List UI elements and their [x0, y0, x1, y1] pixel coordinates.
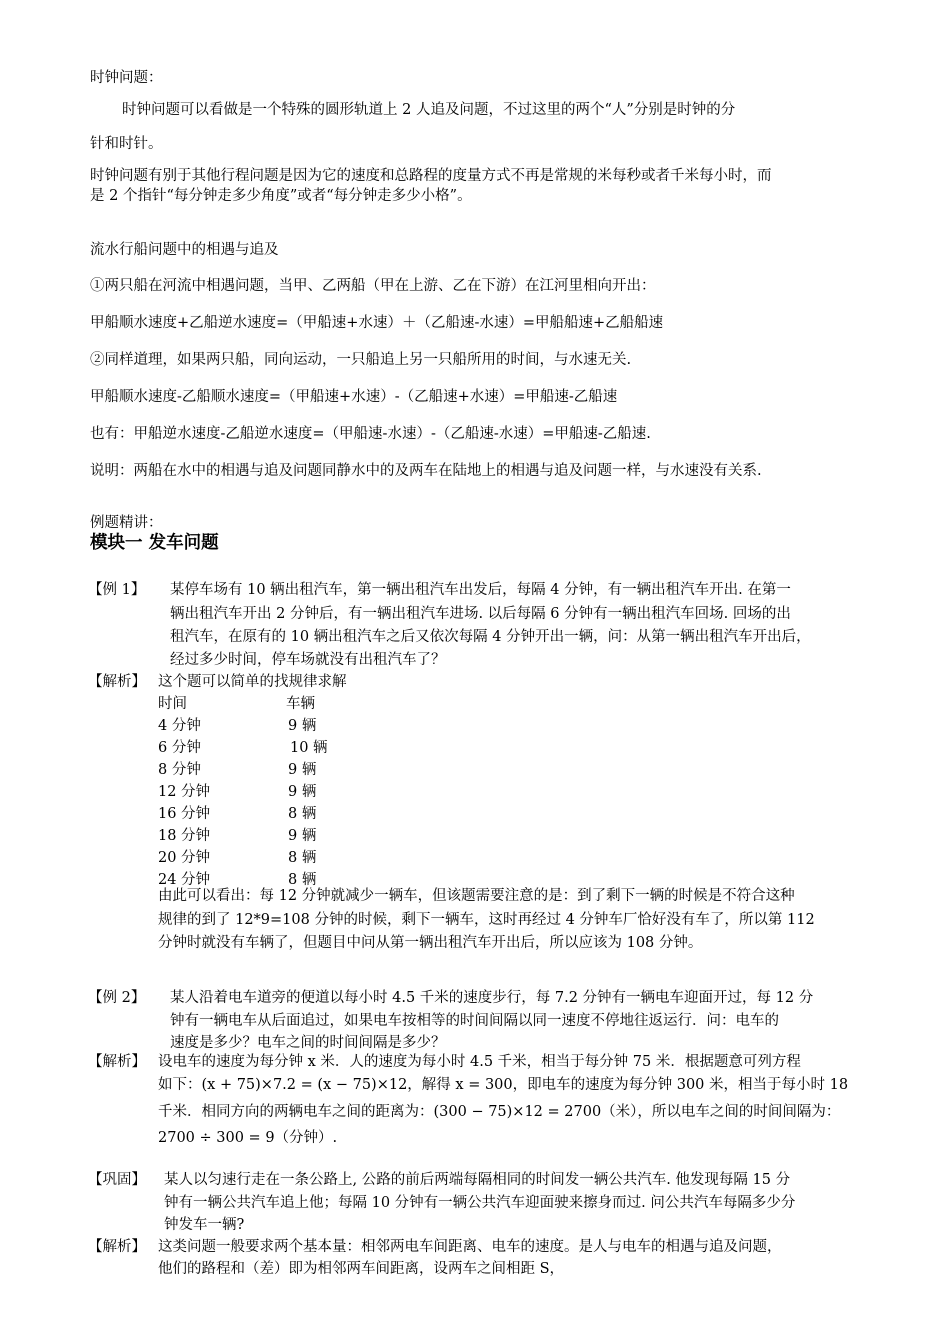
table-header — [158, 694, 315, 714]
boat-line-1: ①两只船在河流中相遇问题，当甲、乙两船（甲在上游、乙在下游）在江河里相向开出： — [90, 278, 656, 294]
example-1-line-4: 经过多少时间，停车场就没有出租汽车了？ — [170, 652, 446, 668]
clock-paragraph-1-line-1: 时钟问题可以看做是一个特殊的圆形轨道上 2 人追及问题，不过这里的两个“人”分别是时钟的分 — [122, 102, 736, 118]
table-cell-vehicles: 9 辆 — [288, 828, 317, 844]
table-row — [158, 848, 316, 868]
analysis-1-intro: 这个题可以简单的找规律求解 — [158, 674, 347, 690]
table-cell-time: 18 分钟 — [158, 828, 211, 844]
table-cell-vehicles: 9 辆 — [288, 784, 317, 800]
analysis-3-line-1: 这类问题一般要求两个基本量：相邻两电车间距离、电车的速度。是人与电车的相遇与追及问题， — [158, 1239, 782, 1255]
example-2-tag: 【例 2】 — [88, 990, 146, 1006]
analysis-2-line-1: 设电车的速度为每分钟 x 米．人的速度为每小时 4.5 千米，相当于每分钟 75 米．根据题意可列方程 — [158, 1054, 801, 1070]
table-header-time: 时间 — [158, 696, 187, 712]
table-cell-vehicles: 10 辆 — [290, 740, 328, 756]
table-cell-time: 16 分钟 — [158, 806, 211, 822]
analysis-2-tag: 【解析】 — [88, 1054, 146, 1070]
analysis-2-line-3: 千米．相同方向的两辆电车之间的距离为：(300 − 75)×12 = 2700（米），所以电车之间的时间间隔为： — [158, 1104, 841, 1120]
table-cell-vehicles: 8 辆 — [288, 806, 317, 822]
table-cell-time: 6 分钟 — [158, 740, 201, 756]
table-cell-time: 24 分钟 — [158, 872, 211, 888]
table-row — [158, 804, 316, 824]
analysis-1-conclusion-line-1: 由此可以看出：每 12 分钟就减少一辆车，但该题需要注意的是：到了剩下一辆的时候是不符合这种 — [158, 888, 795, 904]
examples-heading: 例题精讲： — [90, 515, 163, 531]
table-cell-time: 8 分钟 — [158, 762, 201, 778]
boat-line-6: 说明：两船在水中的相遇与追及问题同静水中的及两车在陆地上的相遇与追及问题一样，与水速没有关系. — [90, 463, 762, 479]
analysis-1-conclusion-line-3: 分钟时就没有车辆了，但题目中问从第一辆出租汽车开出后，所以应该为 108 分钟。 — [158, 935, 703, 951]
module-title: 模块一 发车问题 — [90, 533, 219, 553]
analysis-2-line-4: 2700 ÷ 300 = 9（分钟）. — [158, 1130, 338, 1146]
consolidate-line-2: 钟有一辆公共汽车追上他；每隔 10 分钟有一辆公共汽车迎面驶来擦身而过. 问公共汽车每隔多少分 — [164, 1195, 796, 1211]
analysis-3-line-2: 他们的路程和（差）即为相邻两车间距离，设两车之间相距 S， — [158, 1261, 565, 1277]
example-1-line-2: 辆出租汽车开出 2 分钟后，有一辆出租汽车进场. 以后每隔 6 分钟有一辆出租汽车回场. 回场的出 — [170, 606, 791, 622]
table-cell-time: 4 分钟 — [158, 718, 201, 734]
example-2-line-1: 某人沿着电车道旁的便道以每小时 4.5 千米的速度步行，每 7.2 分钟有一辆电车迎面开过，每 12 分 — [170, 990, 814, 1006]
table-cell-vehicles: 8 辆 — [288, 872, 317, 888]
example-1-line-3: 租汽车，在原有的 10 辆出租汽车之后又依次每隔 4 分钟开出一辆，问：从第一辆出租汽车开出后， — [170, 629, 811, 645]
table-cell-time: 12 分钟 — [158, 784, 211, 800]
clock-paragraph-2-line-2: 是 2 个指针“每分钟走多少角度”或者“每分钟走多少小格”。 — [90, 188, 472, 204]
example-1-line-1: 某停车场有 10 辆出租汽车，第一辆出租汽车出发后，每隔 4 分钟，有一辆出租汽车开出. 在第一 — [170, 582, 791, 598]
boat-line-5: 也有：甲船逆水速度-乙船逆水速度=（甲船速-水速）-（乙船速-水速）=甲船速-乙船速. — [90, 426, 651, 442]
table-row — [158, 826, 316, 846]
table-cell-vehicles: 8 辆 — [288, 850, 317, 866]
clock-paragraph-2-line-1: 时钟问题有别于其他行程问题是因为它的速度和总路程的度量方式不再是常规的米每秒或者千米每小时，而 — [90, 168, 772, 184]
analysis-1-conclusion-line-2: 规律的到了 12*9=108 分钟的时候，剩下一辆车，这时再经过 4 分钟车厂恰好没有车了，所以第 112 — [158, 912, 815, 928]
consolidate-line-3: 钟发车一辆? — [164, 1217, 245, 1233]
table-row — [158, 782, 316, 802]
table-row — [158, 760, 316, 780]
boat-line-2: 甲船顺水速度+乙船逆水速度=（甲船速+水速）＋（乙船速-水速）=甲船船速+乙船船速 — [90, 315, 664, 331]
example-2-line-2: 钟有一辆电车从后面追过，如果电车按相等的时间间隔以同一速度不停地往返运行．问：电车的 — [170, 1013, 779, 1029]
table-row — [158, 716, 316, 736]
example-2-line-3: 速度是多少？电车之间的时间间隔是多少？ — [170, 1035, 446, 1051]
table-row — [158, 738, 328, 758]
boat-line-4: 甲船顺水速度-乙船顺水速度=（甲船速+水速）-（乙船速+水速）=甲船速-乙船速 — [90, 389, 618, 405]
analysis-1-tag: 【解析】 — [88, 674, 146, 690]
boat-line-3: ②同样道理，如果两只船，同向运动，一只船追上另一只船所用的时间，与水速无关. — [90, 352, 632, 368]
boat-heading: 流水行船问题中的相遇与追及 — [90, 242, 279, 258]
consolidate-line-1: 某人以匀速行走在一条公路上, 公路的前后两端每隔相同的时间发一辆公共汽车. 他发现每隔 15 分 — [164, 1172, 791, 1188]
analysis-2-line-2: 如下：(x + 75)×7.2 = (x − 75)×12，解得 x = 300，即电车的速度为每分钟 300 米，相当于每小时 18 — [158, 1077, 849, 1093]
clock-paragraph-1-line-2: 针和时针。 — [90, 136, 163, 152]
table-header-vehicles: 车辆 — [286, 696, 315, 712]
analysis-3-tag: 【解析】 — [88, 1239, 146, 1255]
table-cell-time: 20 分钟 — [158, 850, 211, 866]
table-cell-vehicles: 9 辆 — [288, 718, 317, 734]
table-cell-vehicles: 9 辆 — [288, 762, 317, 778]
example-1-tag: 【例 1】 — [88, 582, 146, 598]
consolidate-tag: 【巩固】 — [88, 1172, 146, 1188]
clock-heading: 时钟问题： — [90, 70, 163, 86]
